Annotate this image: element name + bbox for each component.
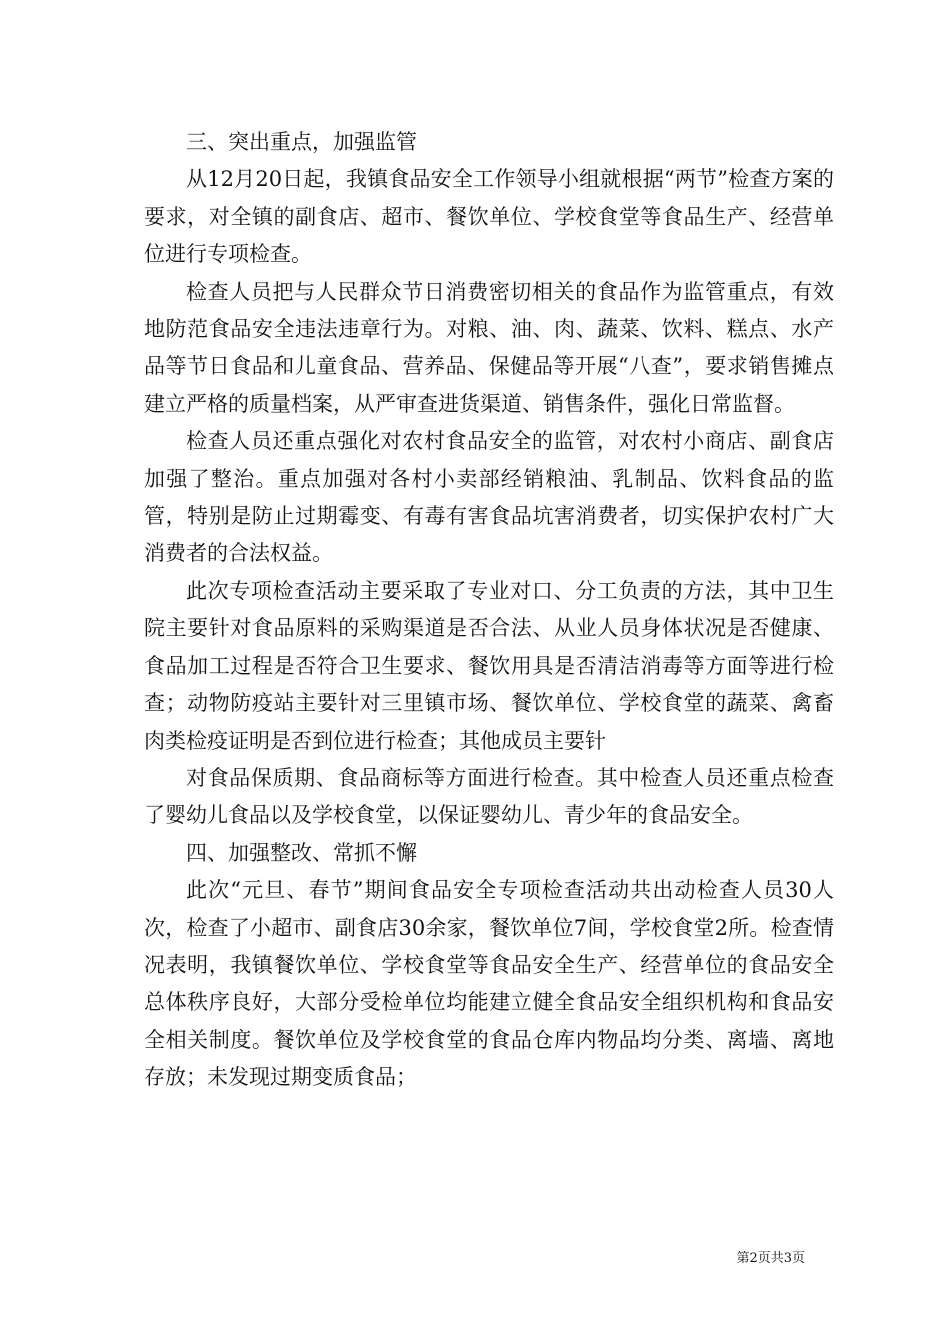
page-number: 第2页共3页 <box>736 1251 805 1266</box>
section-heading: 四、加强整改、常抓不懈 <box>186 840 417 865</box>
section-heading: 三、突出重点，加强监管 <box>186 130 417 154</box>
document-body <box>144 124 834 1097</box>
paragraph: 检查人员还重点强化对农村食品安全的监管，对农村小商店、副食店加强了整治。重点加强对各村小卖部经销粮油、乳制品、饮料食品的监管，特别是防止过期霉变、有毒有害食品坑害消费者，切实保护农村广大消费者的合法权益。 <box>144 429 834 566</box>
paragraph: 从12月20日起，我镇食品安全工作领导小组就根据“两节”检查方案的要求，对全镇的副食店、超市、餐饮单位、学校食堂等食品生产、经营单位进行专项检查。 <box>144 167 834 267</box>
paragraph: 此次“元旦、春节”期间食品安全专项检查活动共出动检查人员30人次，检查了小超市、副食店30余家，餐饮单位7间，学校食堂2所。检查情况表明，我镇餐饮单位、学校食堂等食品安全生产、经营单位的食品安全总体秩序良好，大部分受检单位均能建立健全食品安全组织机构和食品安全相关制度。餐饮单位及学校食堂的食品仓库内物品均分类、离墙、离地存放；未发现过期变质食品； <box>144 878 834 1090</box>
paragraph: 对食品保质期、食品商标等方面进行检查。其中检查人员还重点检查了婴幼儿食品以及学校食堂，以保证婴幼儿、青少年的食品安全。 <box>144 765 834 828</box>
paragraph: 此次专项检查活动主要采取了专业对口、分工负责的方法，其中卫生院主要针对食品原料的采购渠道是否合法、从业人员身体状况是否健康、食品加工过程是否符合卫生要求、餐饮用具是否清洁消毒等方面等进行检查；动物防疫站主要针对三里镇市场、餐饮单位、学校食堂的蔬菜、禽畜肉类检疫证明是否到位进行检查；其他成员主要针 <box>144 578 834 753</box>
paragraph: 检查人员把与人民群众节日消费密切相关的食品作为监管重点，有效地防范食品安全违法违章行为。对粮、油、肉、蔬菜、饮料、糕点、水产品等节日食品和儿童食品、营养品、保健品等开展“八查”，要求销售摊点建立严格的质量档案，从严审查进货渠道、销售条件，强化日常监督。 <box>144 279 834 416</box>
